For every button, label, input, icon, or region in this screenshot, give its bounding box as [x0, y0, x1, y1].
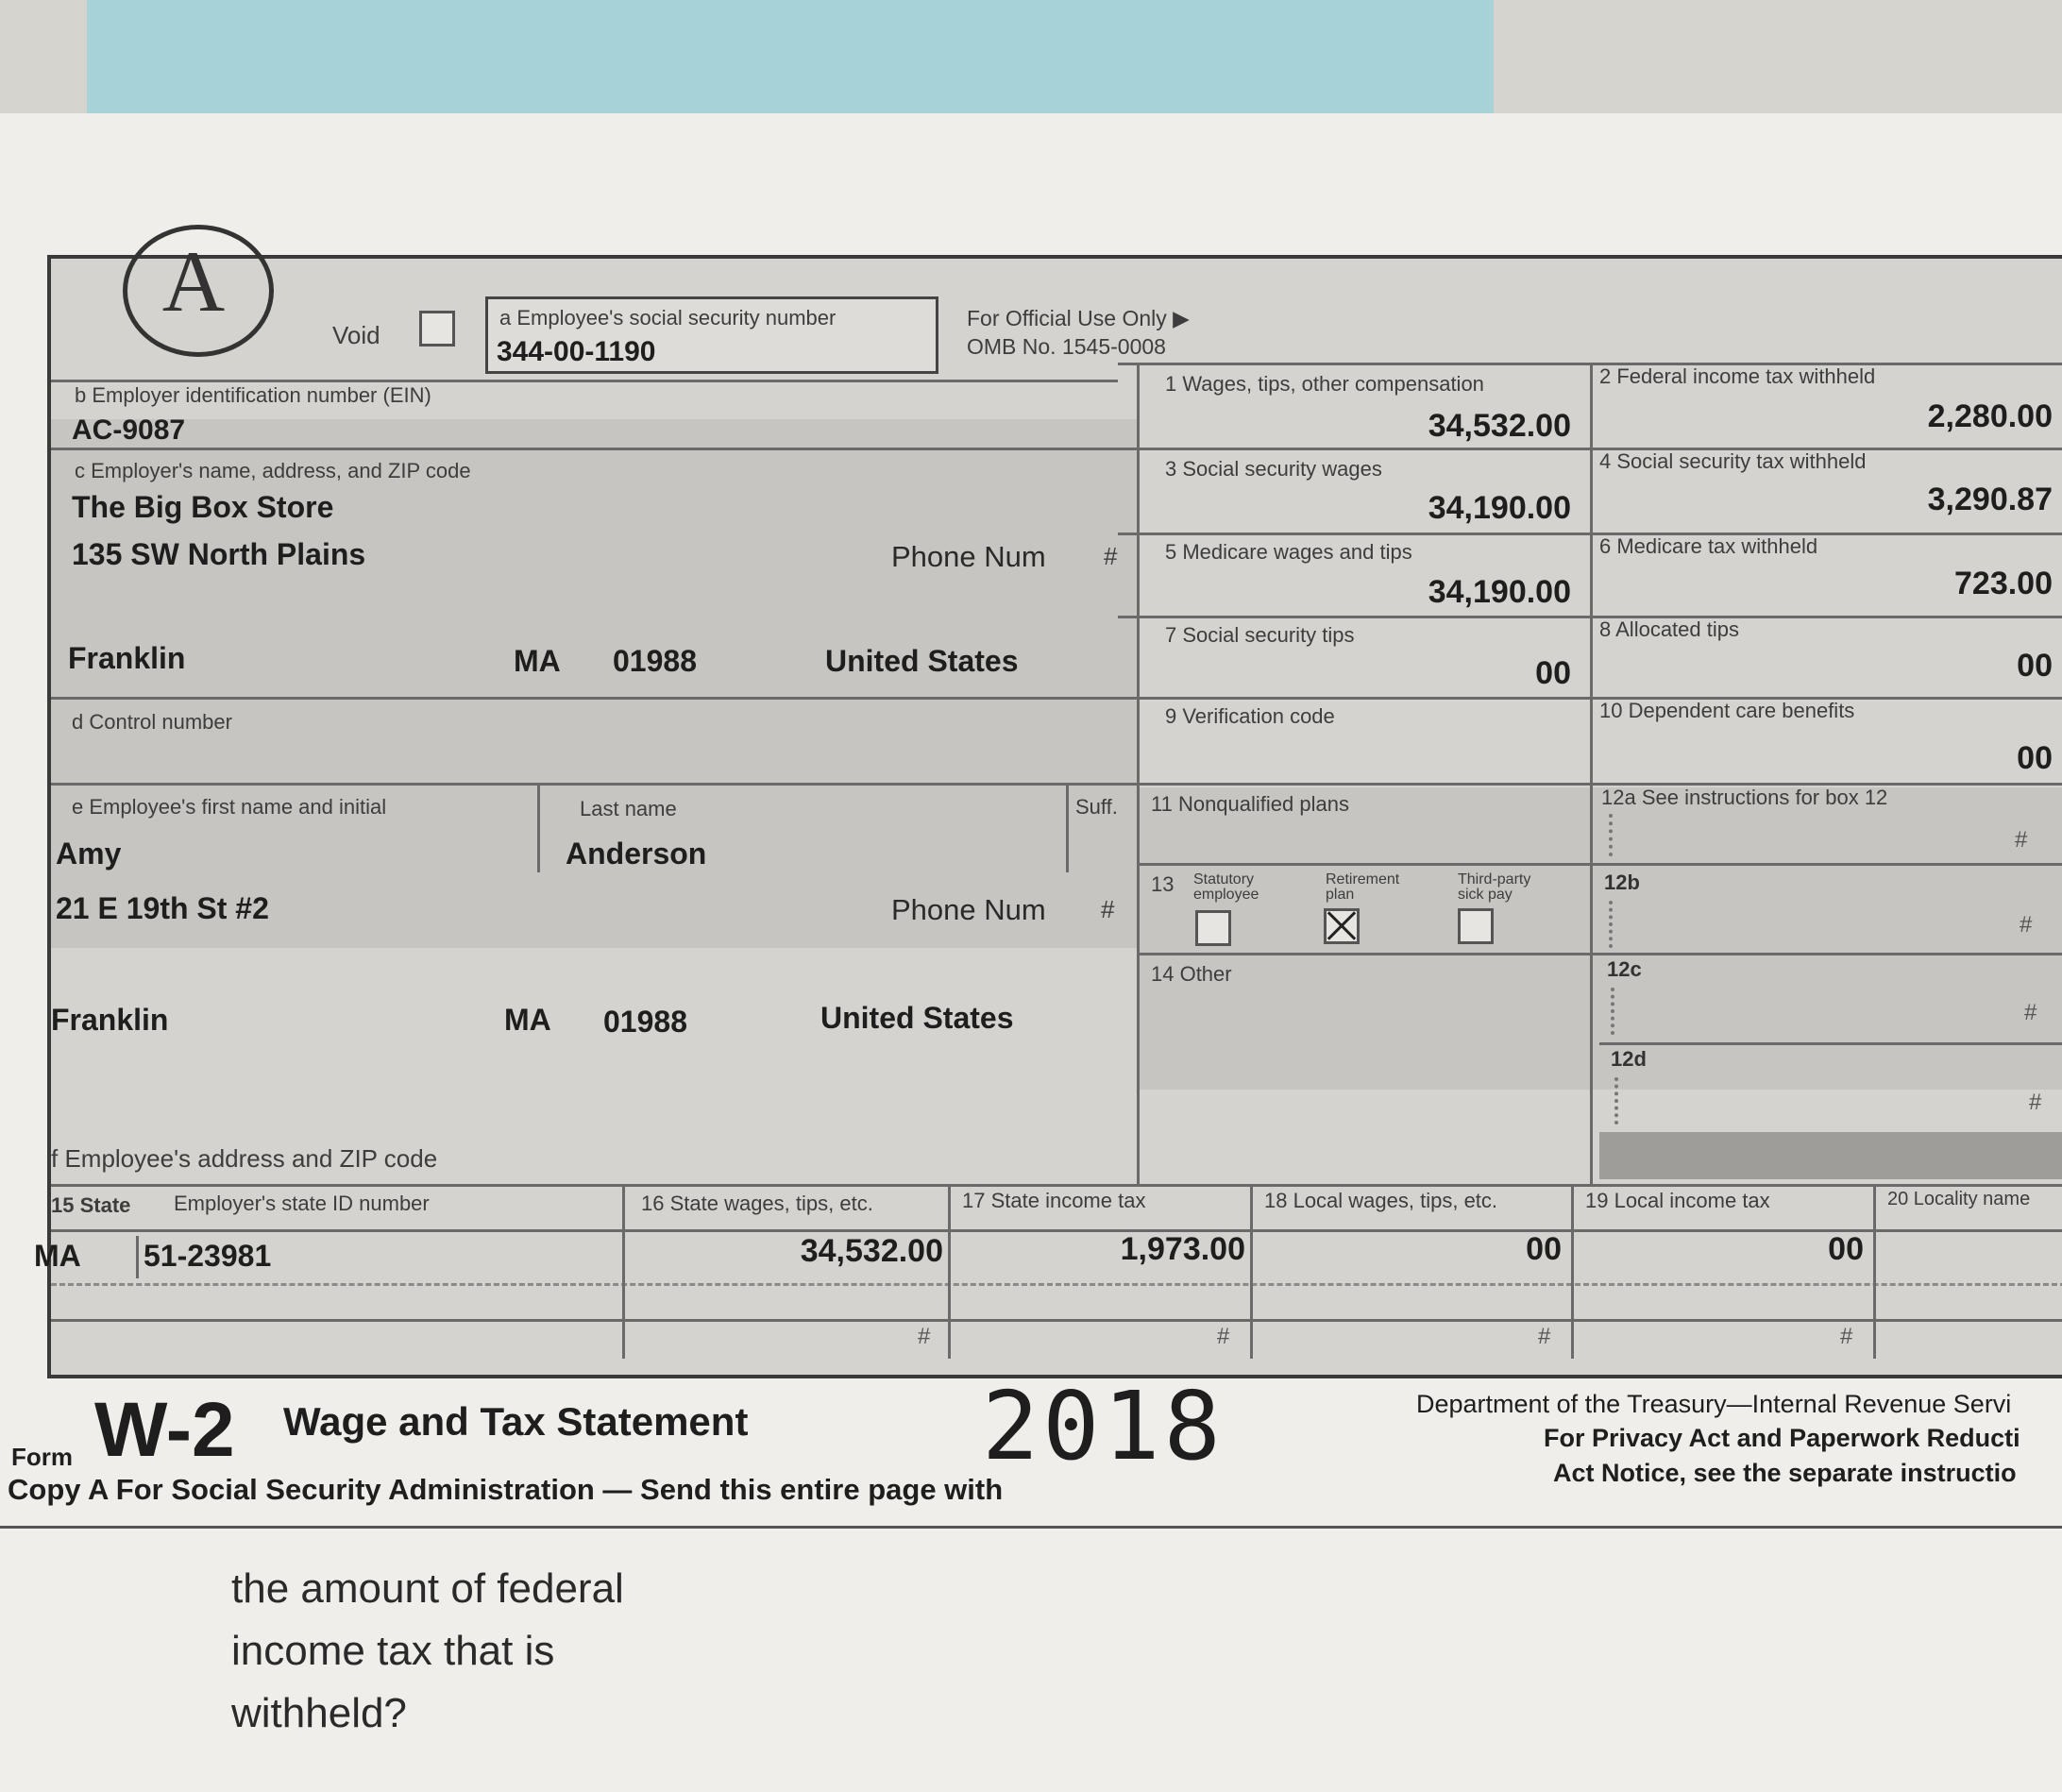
blue-background-tab — [87, 0, 1494, 123]
employee-last-name: Anderson — [566, 837, 707, 871]
official-use-label: For Official Use Only ▶ — [967, 306, 1190, 330]
rule — [1137, 363, 1140, 1184]
box1-value: 34,532.00 — [1428, 408, 1571, 444]
copy-a-line: Copy A For Social Security Administration — Send this entire page with — [8, 1473, 1004, 1506]
ssn-label: a Employee's social security number — [499, 306, 837, 330]
box4-value: 3,290.87 — [1927, 482, 2053, 517]
box11-label: 11 Nonqualified plans — [1151, 792, 1349, 816]
box12b-label: 12b — [1604, 871, 1640, 894]
employee-zip: 01988 — [603, 1005, 687, 1039]
rule — [51, 1184, 2062, 1187]
state-code: MA — [34, 1239, 81, 1273]
box12d-hash: # — [2029, 1090, 2042, 1115]
box5-value: 34,190.00 — [1428, 574, 1571, 610]
employee-first-label: e Employee's first name and initial — [72, 795, 387, 819]
statutory-employee-label: Statutory employee — [1193, 871, 1259, 903]
employer-phone-label: Phone Num — [891, 540, 1046, 573]
employer-country: United States — [825, 644, 1019, 678]
box9-label: 9 Verification code — [1165, 704, 1335, 728]
box8-label: 8 Allocated tips — [1599, 617, 1739, 641]
box12d-label: 12d — [1611, 1047, 1647, 1071]
third-party-sick-pay-checkbox[interactable] — [1458, 908, 1494, 944]
ein-label: b Employer identification number (EIN) — [75, 383, 431, 407]
rule — [1137, 863, 2062, 866]
box15-label: 15 State — [51, 1193, 131, 1217]
box7-label: 7 Social security tips — [1165, 623, 1355, 647]
rule — [51, 380, 1118, 382]
box12-dark-bar — [1599, 1132, 2062, 1179]
box19-label: 19 Local income tax — [1585, 1189, 1770, 1212]
tax-year: 2018 — [982, 1371, 1225, 1481]
box6-value: 723.00 — [1954, 566, 2053, 601]
employer-name: The Big Box Store — [72, 490, 334, 524]
control-number-label: d Control number — [72, 710, 232, 734]
rule — [1571, 1184, 1574, 1359]
box3-value: 34,190.00 — [1428, 490, 1571, 526]
form-title: Wage and Tax Statement — [283, 1399, 749, 1444]
box12b-hash: # — [2020, 912, 2033, 938]
rule — [537, 783, 540, 872]
box19-hash: # — [1840, 1324, 1853, 1349]
question-line-3: withheld? — [231, 1690, 407, 1736]
rule — [948, 1184, 951, 1359]
rule — [622, 1184, 625, 1359]
form-word: Form — [11, 1443, 73, 1471]
box12d-code-column — [1614, 1077, 1622, 1124]
employer-name-label: c Employer's name, address, and ZIP code — [75, 459, 471, 482]
copy-a-seal-letter: A — [161, 233, 226, 330]
box12c-code-column — [1611, 988, 1618, 1035]
employee-phone-hash: # — [1101, 895, 1115, 923]
ein-value: AC-9087 — [72, 414, 186, 446]
box12a-code-column — [1609, 814, 1616, 856]
box12a-label: 12a See instructions for box 12 — [1601, 786, 1888, 809]
box16-hash: # — [918, 1324, 931, 1349]
department-line: Department of the Treasury—Internal Revenue Servi — [1416, 1390, 2012, 1418]
employer-state: MA — [514, 644, 561, 678]
box4-label: 4 Social security tax withheld — [1599, 449, 1867, 473]
box19-value: 00 — [1828, 1231, 1864, 1267]
dashed-rule — [51, 1283, 2062, 1286]
w2-form — [34, 255, 2062, 1378]
question-line-1: the amount of federal — [231, 1565, 624, 1612]
box18-value: 00 — [1526, 1231, 1562, 1267]
rule — [1590, 363, 1593, 1184]
employee-state: MA — [504, 1003, 551, 1037]
void-checkbox[interactable] — [419, 311, 455, 347]
retirement-plan-label: Retirement plan — [1326, 871, 1400, 903]
employer-city: Franklin — [68, 641, 186, 675]
box20-label: 20 Locality name — [1887, 1189, 2031, 1209]
form-name: W-2 — [94, 1387, 235, 1473]
employer-phone-hash: # — [1104, 542, 1118, 570]
retirement-plan-checkbox[interactable] — [1324, 908, 1360, 944]
rule — [1066, 783, 1069, 872]
privacy-line-1: For Privacy Act and Paperwork Reducti — [1544, 1424, 2020, 1452]
privacy-line-2: Act Notice, see the separate instructio — [1553, 1459, 2017, 1487]
third-party-sick-pay-label: Third-party sick pay — [1458, 871, 1531, 903]
ssn-value: 344-00-1190 — [497, 336, 656, 367]
box7-value: 00 — [1535, 655, 1571, 691]
box13-label: 13 — [1151, 872, 1175, 896]
employee-street: 21 E 19th St #2 — [56, 891, 269, 925]
employee-phone-label: Phone Num — [891, 893, 1046, 926]
box10-label: 10 Dependent care benefits — [1599, 699, 1855, 722]
employee-last-label: Last name — [580, 797, 677, 820]
question-line-2: income tax that is — [231, 1628, 555, 1674]
rule — [1599, 1042, 2062, 1045]
state-id-value: 51-23981 — [144, 1239, 272, 1273]
box6-label: 6 Medicare tax withheld — [1599, 534, 1818, 558]
box18-hash: # — [1538, 1324, 1551, 1349]
rule — [1873, 1184, 1876, 1359]
box17-value: 1,973.00 — [1120, 1231, 1245, 1267]
box1-label: 1 Wages, tips, other compensation — [1165, 372, 1484, 396]
box3-label: 3 Social security wages — [1165, 457, 1382, 481]
employer-street: 135 SW North Plains — [72, 537, 366, 571]
box17-hash: # — [1217, 1324, 1230, 1349]
void-label: Void — [332, 321, 380, 349]
box16-label: 16 State wages, tips, etc. — [641, 1192, 873, 1215]
employee-address-label: f Employee's address and ZIP code — [51, 1144, 438, 1173]
employer-zip: 01988 — [613, 644, 697, 678]
box12c-label: 12c — [1607, 957, 1642, 981]
box2-value: 2,280.00 — [1927, 398, 2053, 434]
box5-label: 5 Medicare wages and tips — [1165, 540, 1412, 564]
rule — [51, 1319, 2062, 1322]
rule — [136, 1236, 139, 1278]
state-id-label: Employer's state ID number — [174, 1192, 430, 1215]
page-bottom-rule — [0, 1526, 2062, 1529]
rule — [1137, 953, 2062, 955]
box12b-code-column — [1609, 901, 1616, 948]
box8-value: 00 — [2017, 648, 2053, 684]
box14-label: 14 Other — [1151, 962, 1232, 986]
employee-suffix-label: Suff. — [1075, 795, 1118, 819]
box2-label: 2 Federal income tax withheld — [1599, 364, 1876, 388]
box12c-hash: # — [2024, 1000, 2037, 1025]
box10-value: 00 — [2017, 740, 2053, 776]
employee-country: United States — [820, 1001, 1014, 1035]
statutory-employee-checkbox[interactable] — [1195, 910, 1231, 946]
employee-first-name: Amy — [56, 837, 122, 871]
box18-label: 18 Local wages, tips, etc. — [1264, 1189, 1498, 1212]
box17-label: 17 State income tax — [962, 1189, 1146, 1212]
box16-value: 34,532.00 — [800, 1233, 943, 1269]
rule — [51, 448, 1118, 450]
employee-city: Franklin — [51, 1003, 169, 1037]
omb-number: OMB No. 1545-0008 — [967, 334, 1166, 359]
rule — [1250, 1184, 1253, 1359]
box12a-hash: # — [2015, 827, 2028, 853]
